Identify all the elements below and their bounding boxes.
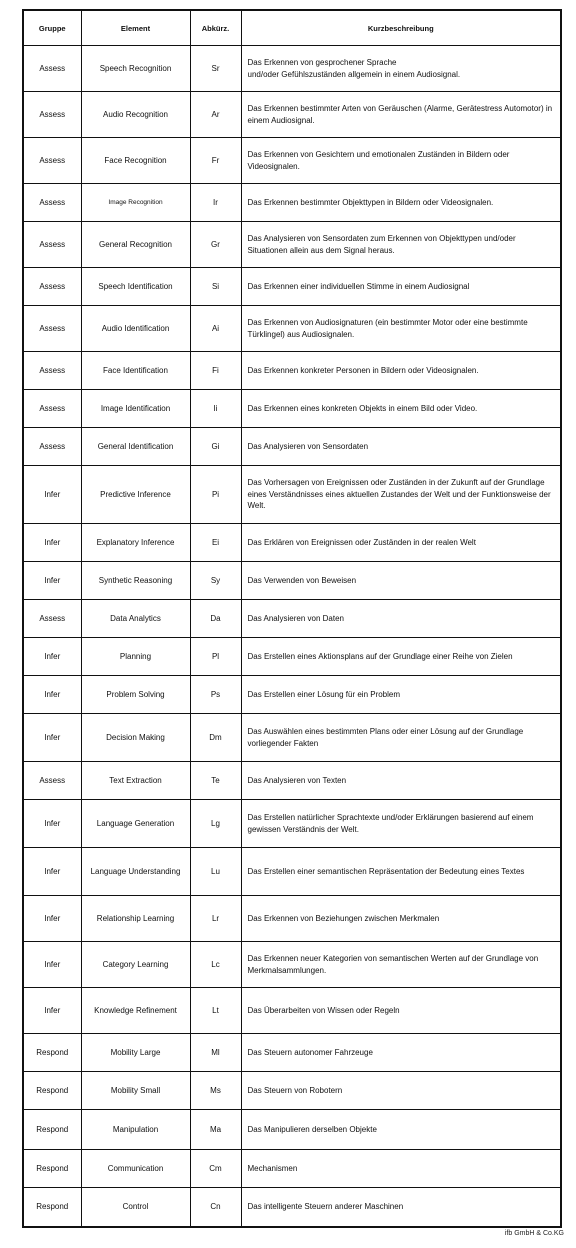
cell-abbr: Gi: [190, 428, 241, 466]
cell-element: Knowledge Refinement: [81, 988, 190, 1034]
cell-description: Das Erkennen von Audiosignaturen (ein bestimmter Motor oder eine bestimmte Türklingel) aus Audiosignalen.: [241, 306, 561, 352]
cell-element: Audio Identification: [81, 306, 190, 352]
cell-element: Text Extraction: [81, 762, 190, 800]
cell-description: Das intelligente Steuern anderer Maschinen: [241, 1188, 561, 1227]
cell-description: Das Steuern von Robotern: [241, 1072, 561, 1110]
cell-description: Das Vorhersagen von Ereignissen oder Zuständen in der Zukunft auf der Grundlage eines Verständnisses eines aktuellen Zustandes der Welt und der Funktionsweise der Welt.: [241, 466, 561, 524]
cell-element: Planning: [81, 638, 190, 676]
table-row: [23, 46, 561, 92]
cell-abbr: Lg: [190, 800, 241, 848]
header-element: Element: [81, 10, 190, 46]
cell-abbr: Ma: [190, 1110, 241, 1150]
cell-group: Infer: [23, 524, 81, 562]
cell-element: Explanatory Inference: [81, 524, 190, 562]
cell-description: Das Überarbeiten von Wissen oder Regeln: [241, 988, 561, 1034]
table-row: [23, 600, 561, 638]
cell-abbr: Lu: [190, 848, 241, 896]
table-row: [23, 92, 561, 138]
cell-description: Das Erstellen einer Lösung für ein Problem: [241, 676, 561, 714]
cell-element: Category Learning: [81, 942, 190, 988]
table-row: [23, 184, 561, 222]
cell-group: Respond: [23, 1072, 81, 1110]
table-row: [23, 428, 561, 466]
cell-group: Assess: [23, 222, 81, 268]
cell-element: Image Identification: [81, 390, 190, 428]
ai-elements-table: [22, 9, 562, 1228]
cell-description: Das Erkennen von Gesichtern und emotionalen Zuständen in Bildern oder Videosignalen.: [241, 138, 561, 184]
cell-group: Assess: [23, 92, 81, 138]
table-row: [23, 390, 561, 428]
header-group: Gruppe: [23, 10, 81, 46]
cell-description: Das Analysieren von Sensordaten: [241, 428, 561, 466]
cell-abbr: Ei: [190, 524, 241, 562]
cell-abbr: Cm: [190, 1150, 241, 1188]
cell-abbr: Ms: [190, 1072, 241, 1110]
table-row: [23, 714, 561, 762]
cell-description: Das Analysieren von Sensordaten zum Erkennen von Objekttypen und/oder Situationen allein aus dem Signal heraus.: [241, 222, 561, 268]
cell-group: Infer: [23, 800, 81, 848]
table-row: [23, 268, 561, 306]
cell-element: Mobility Small: [81, 1072, 190, 1110]
table-row: [23, 138, 561, 184]
cell-element: Data Analytics: [81, 600, 190, 638]
cell-element: Problem Solving: [81, 676, 190, 714]
table-row: [23, 1188, 561, 1227]
cell-abbr: Fr: [190, 138, 241, 184]
cell-element: Image Recognition: [81, 184, 190, 222]
cell-group: Infer: [23, 942, 81, 988]
cell-element: Predictive Inference: [81, 466, 190, 524]
cell-element: Manipulation: [81, 1110, 190, 1150]
cell-description: Das Steuern autonomer Fahrzeuge: [241, 1034, 561, 1072]
cell-description: Das Erstellen einer semantischen Repräsentation der Bedeutung eines Textes: [241, 848, 561, 896]
table-row: [23, 1110, 561, 1150]
cell-abbr: Ir: [190, 184, 241, 222]
cell-group: Assess: [23, 138, 81, 184]
footer-company: ifb GmbH & Co.KG: [504, 1230, 564, 1237]
cell-description: Das Erstellen natürlicher Sprachtexte und/oder Erklärungen basierend auf einem gewissen Verständnis der Welt.: [241, 800, 561, 848]
cell-group: Assess: [23, 352, 81, 390]
cell-abbr: Ai: [190, 306, 241, 352]
cell-element: Speech Recognition: [81, 46, 190, 92]
cell-element: Language Generation: [81, 800, 190, 848]
cell-abbr: Ml: [190, 1034, 241, 1072]
cell-group: Assess: [23, 428, 81, 466]
table-row: [23, 352, 561, 390]
table-row: [23, 848, 561, 896]
cell-abbr: Te: [190, 762, 241, 800]
cell-group: Assess: [23, 762, 81, 800]
table-row: [23, 676, 561, 714]
cell-description: Das Manipulieren derselben Objekte: [241, 1110, 561, 1150]
cell-abbr: Si: [190, 268, 241, 306]
cell-description: Das Analysieren von Daten: [241, 600, 561, 638]
cell-element: General Identification: [81, 428, 190, 466]
table-header: [23, 10, 561, 46]
cell-description: Das Erkennen eines konkreten Objekts in einem Bild oder Video.: [241, 390, 561, 428]
cell-abbr: Ar: [190, 92, 241, 138]
cell-element: Decision Making: [81, 714, 190, 762]
cell-abbr: Dm: [190, 714, 241, 762]
cell-group: Infer: [23, 848, 81, 896]
cell-group: Infer: [23, 988, 81, 1034]
table-row: [23, 1034, 561, 1072]
cell-element: Speech Identification: [81, 268, 190, 306]
table-row: [23, 1072, 561, 1110]
cell-description: Das Analysieren von Texten: [241, 762, 561, 800]
cell-element: Mobility Large: [81, 1034, 190, 1072]
cell-element: Synthetic Reasoning: [81, 562, 190, 600]
table-row: [23, 762, 561, 800]
cell-description: Das Erkennen von Beziehungen zwischen Merkmalen: [241, 896, 561, 942]
header-abbr: Abkürz.: [190, 10, 241, 46]
cell-abbr: Fi: [190, 352, 241, 390]
cell-group: Assess: [23, 306, 81, 352]
table-row: [23, 942, 561, 988]
cell-description: Das Verwenden von Beweisen: [241, 562, 561, 600]
table-row: [23, 466, 561, 524]
cell-abbr: Sr: [190, 46, 241, 92]
cell-group: Assess: [23, 46, 81, 92]
cell-element: Language Understanding: [81, 848, 190, 896]
cell-group: Assess: [23, 600, 81, 638]
header-row: [23, 10, 561, 46]
cell-element: Control: [81, 1188, 190, 1227]
cell-group: Infer: [23, 562, 81, 600]
table-row: [23, 800, 561, 848]
cell-group: Assess: [23, 390, 81, 428]
cell-group: Infer: [23, 896, 81, 942]
cell-abbr: Sy: [190, 562, 241, 600]
cell-description: Das Erkennen von gesprochener Sprache und/oder Gefühlszuständen allgemein in einem Audiosignal.: [241, 46, 561, 92]
cell-element: Audio Recognition: [81, 92, 190, 138]
cell-element: Face Recognition: [81, 138, 190, 184]
cell-description: Das Erkennen einer individuellen Stimme in einem Audiosignal: [241, 268, 561, 306]
cell-group: Respond: [23, 1110, 81, 1150]
cell-description: Das Auswählen eines bestimmten Plans oder einer Lösung auf der Grundlage vorliegender Fakten: [241, 714, 561, 762]
table-row: [23, 562, 561, 600]
cell-group: Infer: [23, 676, 81, 714]
table-row: [23, 524, 561, 562]
cell-element: Communication: [81, 1150, 190, 1188]
cell-group: Assess: [23, 184, 81, 222]
cell-description: Das Erkennen bestimmter Objekttypen in Bildern oder Videosignalen.: [241, 184, 561, 222]
table-row: [23, 222, 561, 268]
cell-abbr: Cn: [190, 1188, 241, 1227]
cell-abbr: Lr: [190, 896, 241, 942]
table-row: [23, 988, 561, 1034]
cell-group: Infer: [23, 638, 81, 676]
cell-abbr: Ii: [190, 390, 241, 428]
cell-element: Face Identification: [81, 352, 190, 390]
cell-element: Relationship Learning: [81, 896, 190, 942]
cell-abbr: Da: [190, 600, 241, 638]
cell-description: Mechanismen: [241, 1150, 561, 1188]
table-row: [23, 638, 561, 676]
cell-element: General Recognition: [81, 222, 190, 268]
cell-abbr: Lc: [190, 942, 241, 988]
header-desc: Kurzbeschreibung: [241, 10, 561, 46]
cell-group: Respond: [23, 1188, 81, 1227]
table-row: [23, 306, 561, 352]
cell-description: Das Erkennen bestimmter Arten von Geräuschen (Alarme, Gerätestress Automotor) in einem Audiosignal.: [241, 92, 561, 138]
cell-description: Das Erkennen konkreter Personen in Bildern oder Videosignalen.: [241, 352, 561, 390]
cell-abbr: Ps: [190, 676, 241, 714]
cell-description: Das Erstellen eines Aktionsplans auf der Grundlage einer Reihe von Zielen: [241, 638, 561, 676]
table-row: [23, 1150, 561, 1188]
cell-abbr: Pl: [190, 638, 241, 676]
cell-description: Das Erkennen neuer Kategorien von semantischen Werten auf der Grundlage von Merkmalsammlungen.: [241, 942, 561, 988]
cell-group: Infer: [23, 714, 81, 762]
cell-group: Respond: [23, 1034, 81, 1072]
cell-group: Assess: [23, 268, 81, 306]
table-body: [23, 46, 561, 1227]
cell-group: Infer: [23, 466, 81, 524]
cell-abbr: Pi: [190, 466, 241, 524]
cell-abbr: Gr: [190, 222, 241, 268]
cell-description: Das Erklären von Ereignissen oder Zuständen in der realen Welt: [241, 524, 561, 562]
cell-group: Respond: [23, 1150, 81, 1188]
table-row: [23, 896, 561, 942]
cell-abbr: Lt: [190, 988, 241, 1034]
